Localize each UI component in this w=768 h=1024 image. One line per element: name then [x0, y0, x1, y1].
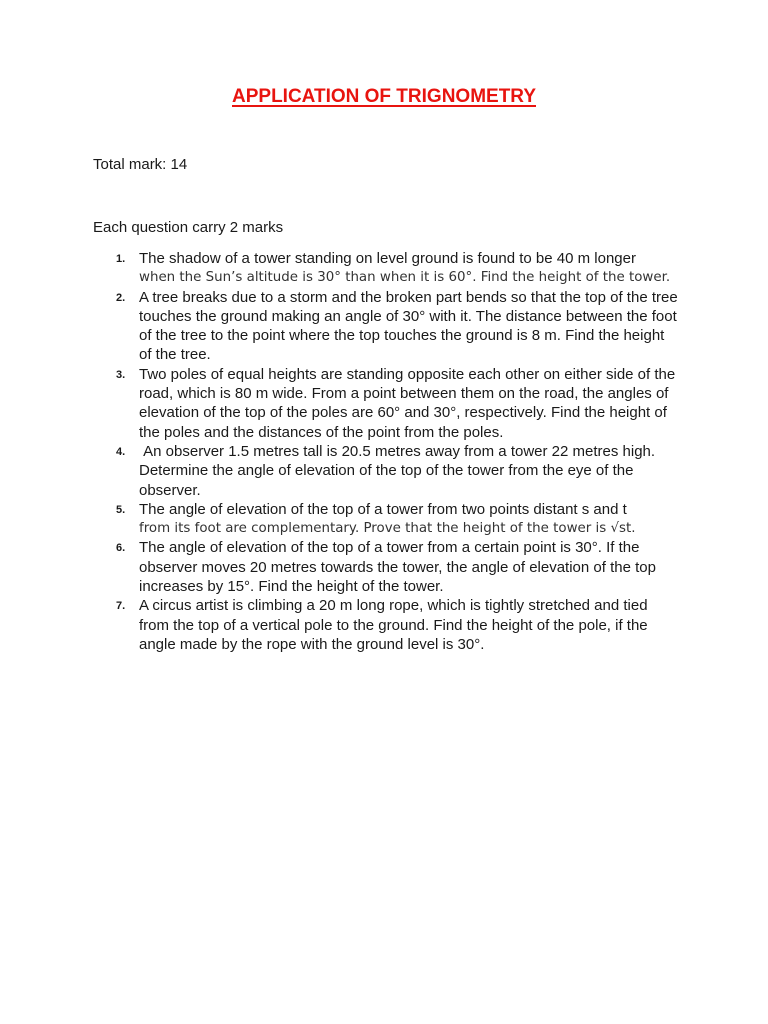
question-item-2	[0, 288, 768, 365]
question-number: 5.	[116, 503, 126, 516]
question-number: 4.	[116, 445, 126, 458]
question-number: 3.	[116, 368, 126, 381]
question-item-4	[0, 442, 768, 500]
total-mark-text: Total mark: 14	[93, 156, 188, 173]
question-text-line: The shadow of a tower standing on level ground is found to be 40 m longer	[139, 250, 636, 267]
question-text: A tree breaks due to a storm and the broken part bends so that the top of the tree touches the ground making an angle of 30° with it. The distance between the foot of the tree to the point where the top touches the ground is 8 m. Find the height of the tree.	[139, 288, 678, 364]
question-text-line: The angle of elevation of the top of a tower from two points distant s and t	[139, 500, 627, 518]
document-title	[0, 86, 768, 108]
question-text: The angle of elevation of the top of a tower from a certain point is 30°. If the observer moves 20 metres towards the tower, the angle of elevation of the top increases by 15°. Find the height of the tower.	[139, 539, 656, 596]
question-item-3	[0, 365, 768, 442]
document-title-text: APPLICATION OF TRIGNOMETRY	[232, 86, 536, 107]
question-number: 7.	[116, 600, 126, 613]
question-item-5	[0, 500, 768, 539]
question-text: An observer 1.5 metres tall is 20.5 metres away from a tower 22 metres high. Determine the angle of elevation of the top of the tower from the eye of the observer.	[139, 442, 660, 499]
question-number: 1.	[116, 253, 126, 265]
question-list	[0, 249, 768, 654]
question-number: 2.	[116, 291, 126, 304]
marks-instruction-text: Each question carry 2 marks	[93, 219, 284, 236]
question-text: Two poles of equal heights are standing opposite each other on either side of the road, which is 80 m wide. From a point between them on the road, the angles of elevation of the top of the poles are 60° and 30°, respectively. Find the height of the poles and the distances of the point from the poles.	[139, 365, 676, 441]
question-number: 6.	[116, 542, 126, 555]
question-item-6	[0, 538, 768, 596]
question-item-1	[0, 249, 768, 288]
question-text-line: when the Sun’s altitude is 30° than when it is 60°. Find the height of the tower.	[139, 270, 671, 286]
question-text-line: from its foot are complementary. Prove that the height of the tower is √st.	[139, 521, 636, 537]
question-item-7	[0, 596, 768, 654]
question-text: A circus artist is climbing a 20 m long rope, which is tightly stretched and tied from the top of a vertical pole to the ground. Find the height of the pole, if the angle made by the rope with the ground level is 30°.	[139, 597, 648, 653]
